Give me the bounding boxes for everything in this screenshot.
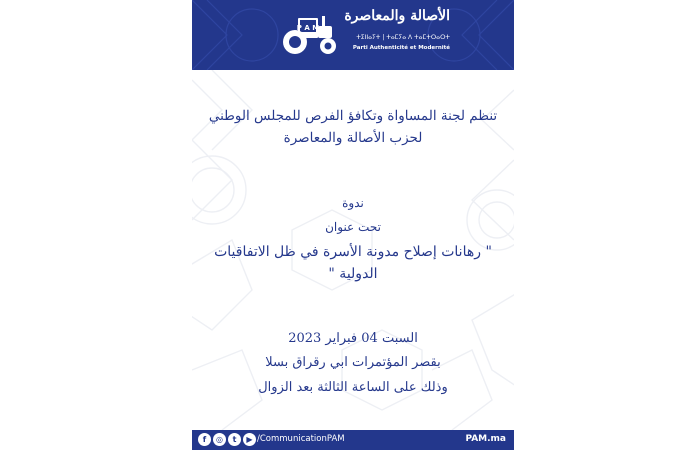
poster-footer bbox=[192, 430, 514, 450]
website-link[interactable]: PAM.ma bbox=[465, 434, 506, 444]
event-type: ندوة bbox=[342, 196, 364, 210]
facebook-icon[interactable]: f bbox=[198, 433, 211, 446]
tractor-logo-icon bbox=[278, 10, 338, 58]
title-prefix: تحت عنوان bbox=[325, 220, 381, 234]
party-name-arabic: الأصالة والمعاصرة bbox=[344, 8, 450, 24]
event-poster bbox=[192, 0, 514, 450]
party-name-french: Parti Authenticité et Modernité bbox=[352, 45, 450, 51]
event-title-line-2: الدولية " bbox=[328, 266, 378, 282]
logo-letters: P A M bbox=[296, 24, 320, 32]
organizer-line-2: لحزب الأصالة والمعاصرة bbox=[283, 130, 423, 146]
instagram-icon[interactable]: ◎ bbox=[213, 433, 226, 446]
twitter-icon[interactable]: t bbox=[228, 433, 241, 446]
event-title-line-1: " رهانات إصلاح مدونة الأسرة في ظل الاتفاقيات bbox=[214, 244, 492, 260]
event-time: وذلك على الساعة الثالثة بعد الزوال bbox=[258, 380, 448, 395]
organizer-line-1: تنظم لجنة المساواة وتكافؤ الفرص للمجلس الوطني bbox=[208, 108, 498, 124]
event-date: السبت 04 فبراير 2023 bbox=[288, 331, 418, 346]
poster-header bbox=[192, 0, 514, 70]
social-handle[interactable]: /CommunicationPAM bbox=[257, 434, 345, 444]
youtube-icon[interactable]: ▶ bbox=[243, 433, 256, 446]
event-venue: بقصر المؤتمرات ابي رقراق بسلا bbox=[265, 355, 441, 370]
party-name-tifinagh: ⵜⵉⵏⵏⴰⵢⵜ | ⵜⴰⵎⵢⴰ ⴷ ⵜⴰⵎⵜⵔⴰⵔⵜ bbox=[356, 34, 450, 41]
